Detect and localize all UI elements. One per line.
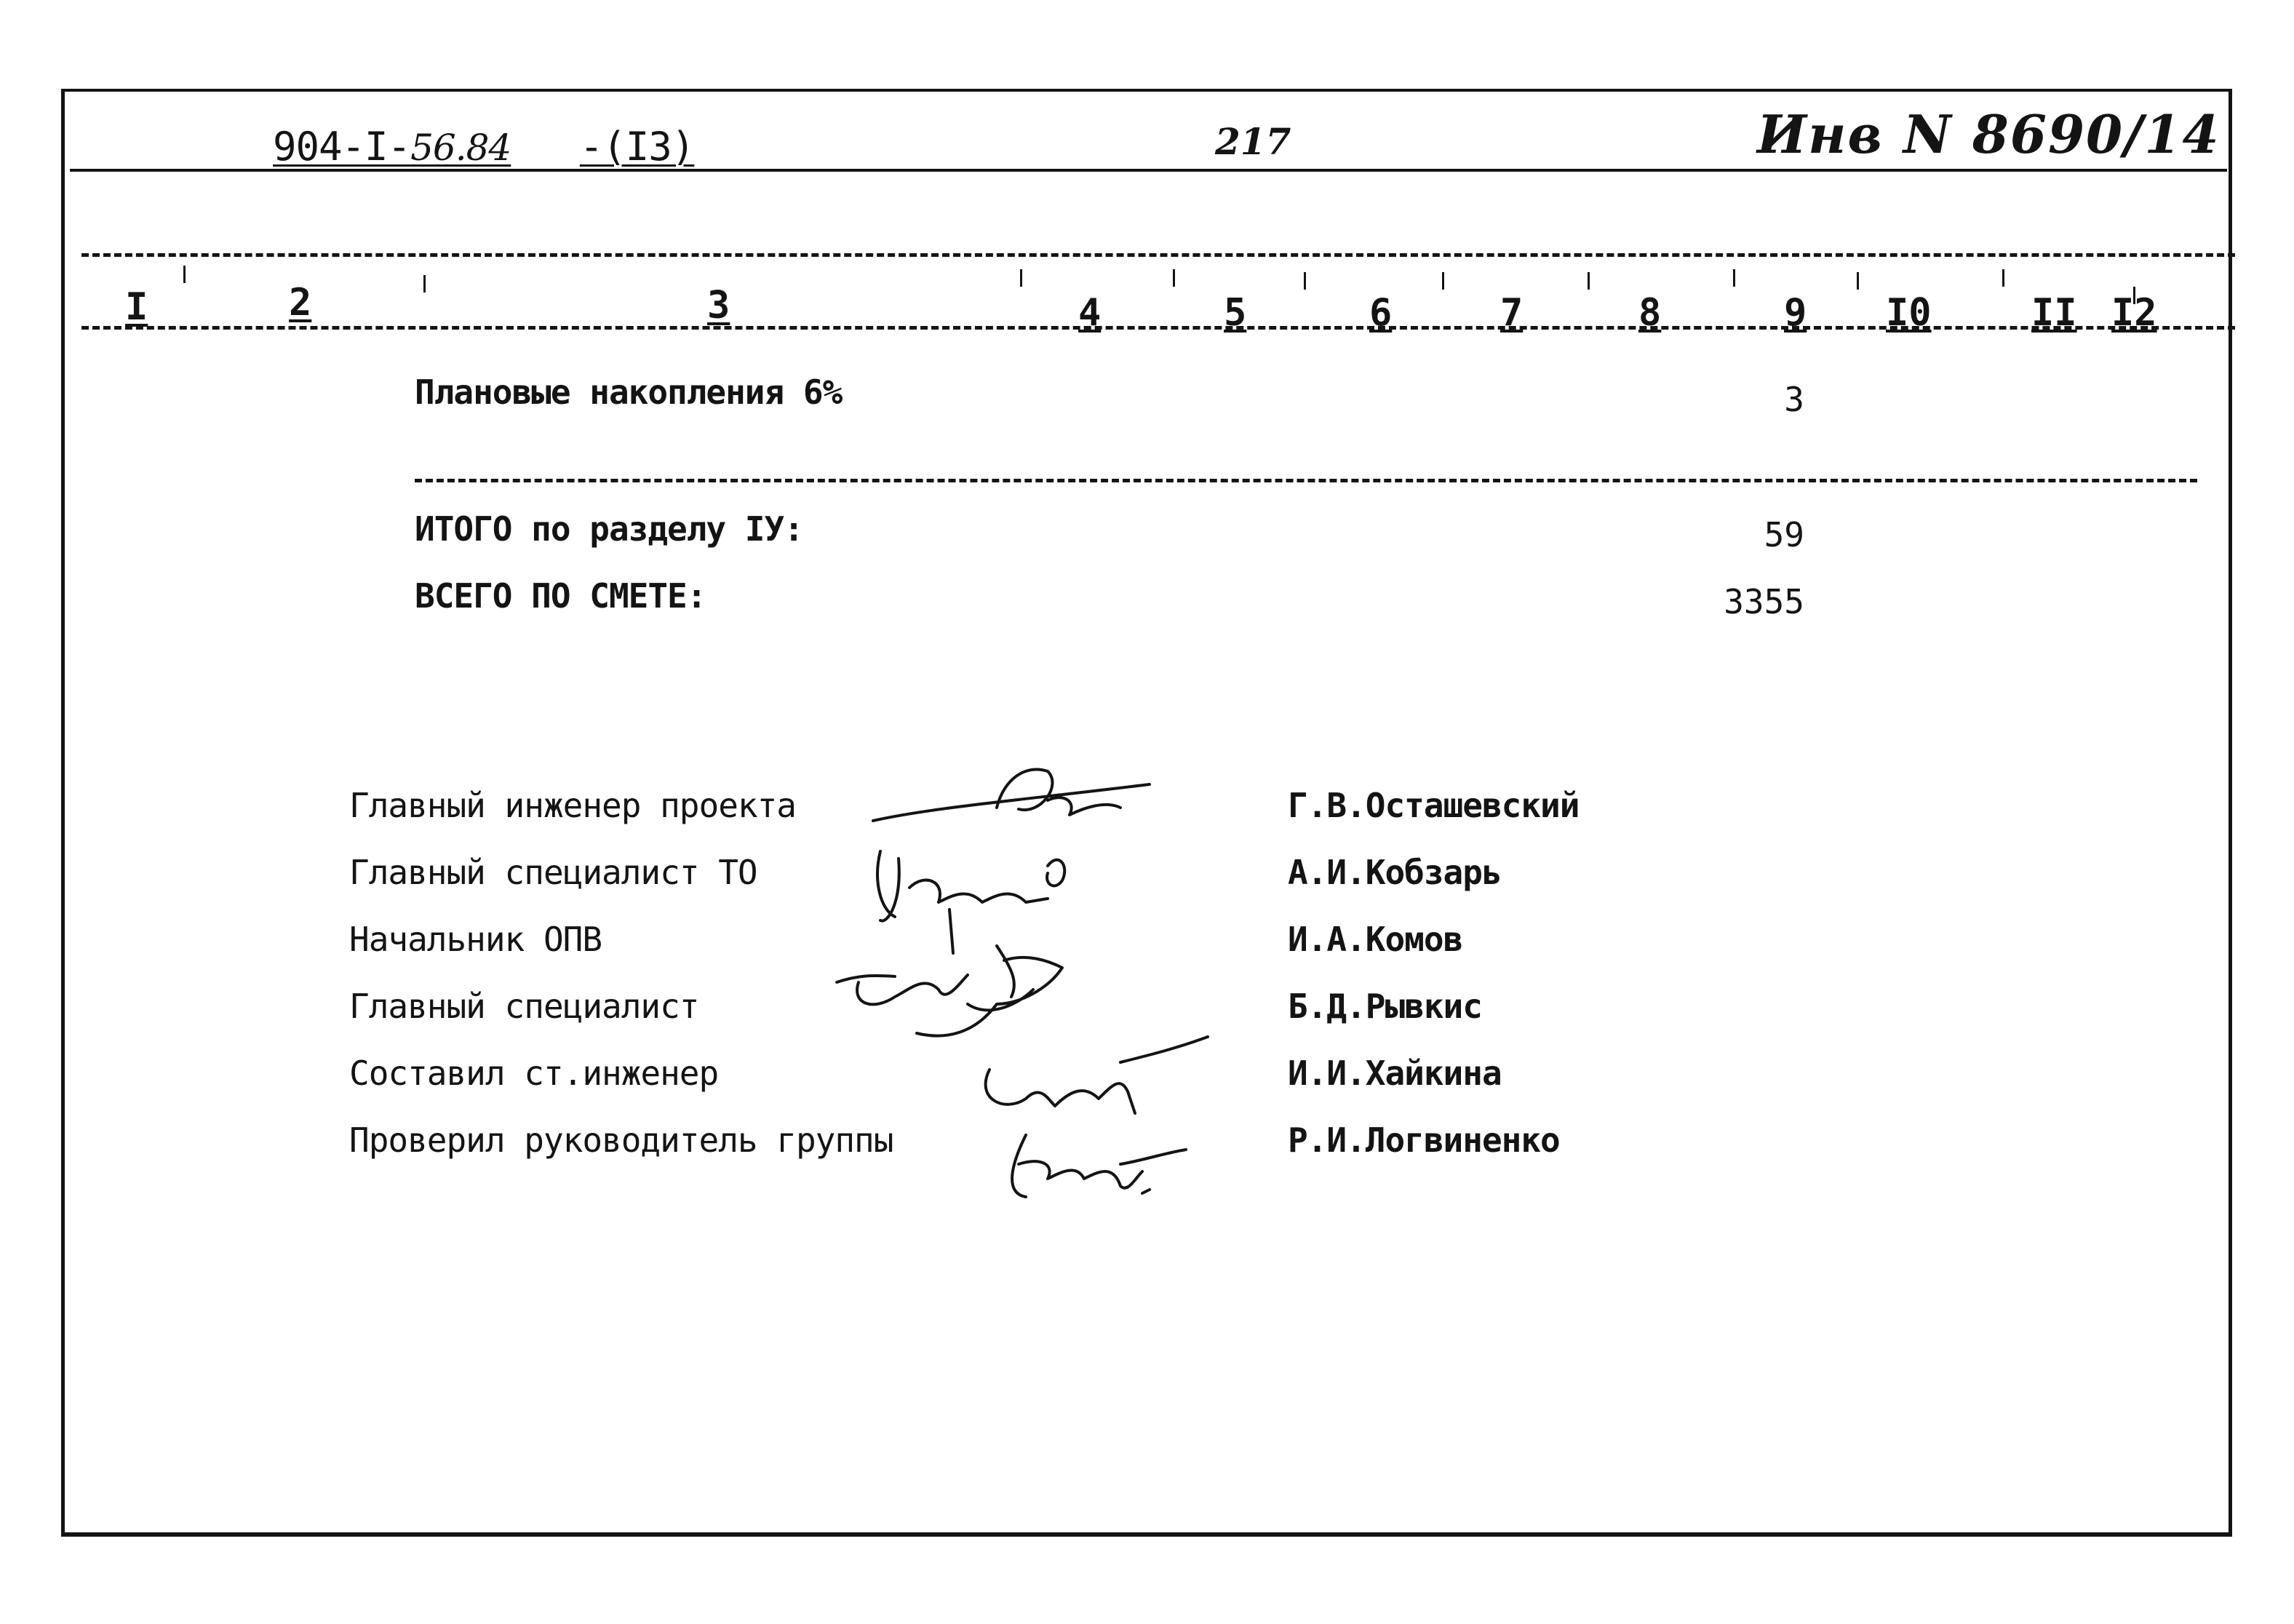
column-number: 9 <box>1784 291 1807 335</box>
column-divider <box>1442 272 1444 290</box>
signatory-role: Главный специалист ТО <box>349 853 757 892</box>
page-number: 217 <box>1215 120 1291 163</box>
document-code-prefix: 904-I- <box>273 124 411 170</box>
column-number: I0 <box>1886 291 1932 335</box>
column-number: 5 <box>1224 291 1247 335</box>
column-number: I <box>125 285 148 329</box>
handwritten-signatures <box>829 757 1295 1208</box>
signatory-name: Р.И.Логвиненко <box>1288 1121 1560 1160</box>
column-divider <box>1733 269 1735 287</box>
inventory-number: Инв N 8690/14 <box>1757 103 2221 165</box>
document-code <box>273 124 694 170</box>
column-divider <box>1304 272 1306 290</box>
signature-checker <box>1012 1135 1186 1197</box>
row-value-planned-savings: 3 <box>1784 380 1804 419</box>
column-divider <box>1857 272 1859 290</box>
signature-head-opv <box>837 946 1062 1036</box>
signatory-role: Составил ст.инженер <box>349 1054 719 1093</box>
column-divider <box>1020 269 1022 287</box>
column-number: 4 <box>1078 291 1102 335</box>
signature-chief-specialist-to <box>877 851 1064 953</box>
signatory-name: Г.В.Осташевский <box>1288 786 1580 825</box>
document-code-suffix: -(I3) <box>579 124 695 170</box>
column-number: II <box>2031 291 2077 335</box>
row-label-grand-total: ВСЕГО ПО СМЕТЕ: <box>415 576 706 616</box>
signatory-name: И.А.Комов <box>1288 920 1463 959</box>
column-number: 3 <box>707 284 730 327</box>
signatory-role: Главный специалист <box>349 987 699 1026</box>
column-header-top-rule <box>81 253 2235 257</box>
document-code-handwritten: 56.84 <box>410 127 511 169</box>
column-number: 8 <box>1638 291 1662 335</box>
row-value-grand-total: 3355 <box>1724 582 1804 621</box>
column-divider <box>2002 269 2004 287</box>
subtotal-rule <box>415 479 2197 482</box>
header-rule <box>70 169 2227 172</box>
row-label-planned-savings: Плановые накопления 6% <box>415 373 843 412</box>
column-number: I2 <box>2111 291 2157 335</box>
signatory-name: И.И.Хайкина <box>1288 1054 1502 1093</box>
column-number: 2 <box>289 281 312 325</box>
signatory-role: Начальник ОПВ <box>349 920 602 959</box>
signatory-role: Главный инженер проекта <box>349 786 796 825</box>
column-divider <box>1173 269 1175 287</box>
row-value-section-total: 59 <box>1764 515 1804 554</box>
signatory-name: Б.Д.Рывкис <box>1288 987 1482 1026</box>
signature-compiler <box>986 1037 1208 1113</box>
signatory-role: Проверил руководитель группы <box>349 1121 893 1160</box>
column-divider <box>1588 272 1590 290</box>
column-number: 7 <box>1500 291 1524 335</box>
row-label-section-total: ИТОГО по разделу IУ: <box>415 509 803 549</box>
signatory-name: А.И.Кобзарь <box>1288 853 1502 892</box>
signature-chief-engineer <box>873 769 1150 821</box>
column-number: 6 <box>1369 291 1393 335</box>
column-divider <box>183 266 186 283</box>
column-divider <box>423 275 426 292</box>
